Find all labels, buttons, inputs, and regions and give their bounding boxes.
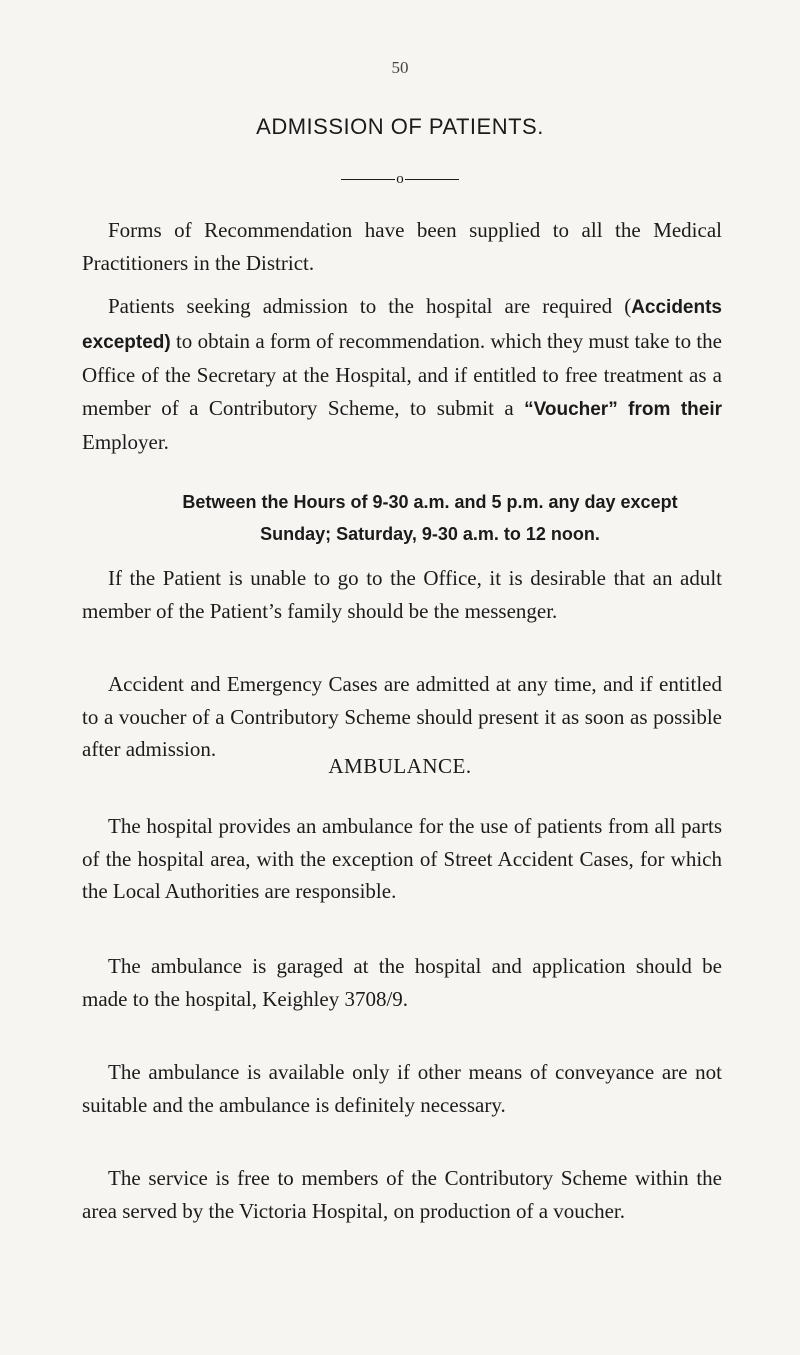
seeking-text-1: Patients seeking admission to the hospital are required ( — [108, 294, 632, 318]
paragraph-ambulance-availability: The ambulance is available only if other means of conveyance are not suitable and the ambulance is definitely necessary. — [82, 1060, 722, 1117]
seeking-text-3: Employer. — [82, 430, 169, 454]
divider-glyph: o — [396, 171, 404, 187]
paragraph-seeking-admission — [82, 290, 722, 459]
office-hours: Between the Hours of 9-30 a.m. and 5 p.m. any day except Sunday; Saturday, 9-30 a.m. to 12 noon. — [182, 492, 678, 544]
voucher-phrase: “Voucher” from their — [524, 398, 723, 420]
paragraph-ambulance-garage: The ambulance is garaged at the hospital and application should be made to the hospital, Keighley 3708/9. — [82, 954, 722, 1011]
title-divider — [0, 172, 800, 187]
paragraph-ambulance-service: The service is free to members of the Contributory Scheme within the area served by the Victoria Hospital, on production of a voucher. — [82, 1166, 722, 1223]
paragraph-ambulance-provision: The hospital provides an ambulance for the use of patients from all parts of the hospital area, with the exception of Street Accident Cases, for which the Local Authorities are responsible. — [82, 814, 722, 903]
paragraph-messenger: If the Patient is unable to go to the Office, it is desirable that an adult member of the Patient’s family should be the messenger. — [82, 566, 722, 623]
paragraph-forms: Forms of Recommendation have been supplied to all the Medical Practitioners in the District. — [82, 218, 722, 275]
ambulance-heading: AMBULANCE. — [328, 754, 472, 778]
accidents-excepted: Accidents excepted) — [82, 297, 722, 353]
divider-rule-right — [405, 179, 459, 181]
seeking-text-2: to obtain a form of recommendation. which they must take to the Office of the Secretary at the Hospital, and if entitled to free treatment as a member of a Contributory Scheme, to submit a — [82, 328, 722, 420]
page-title: ADMISSION OF PATIENTS. — [256, 114, 544, 139]
page-number: 50 — [391, 58, 409, 77]
divider-rule-left — [341, 179, 395, 181]
paragraph-emergency: Accident and Emergency Cases are admitted at any time, and if entitled to a voucher of a Contributory Scheme should present it as soon as possible after admission. — [82, 672, 722, 761]
